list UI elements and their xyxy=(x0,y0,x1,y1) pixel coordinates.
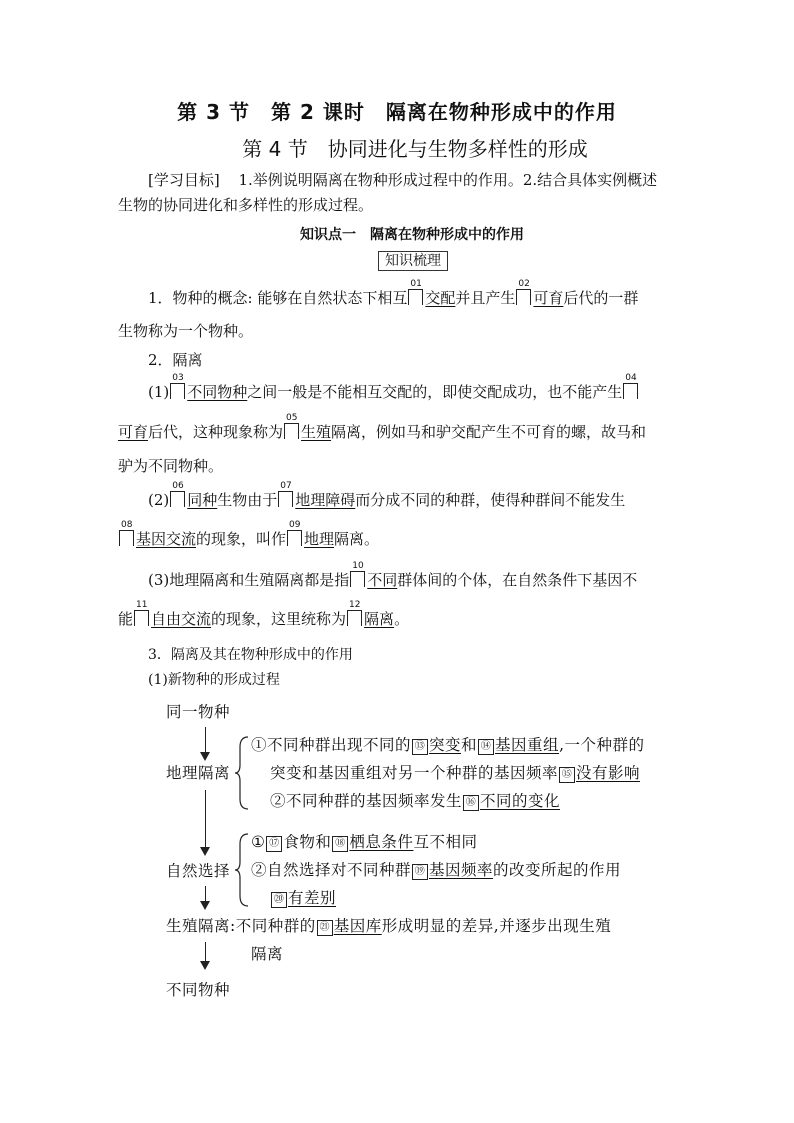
blank-marker: 11 xyxy=(134,610,149,626)
blank-marker: 10 xyxy=(350,571,365,587)
circle-number: ⑰ xyxy=(266,836,282,852)
flow-arrow-head xyxy=(200,847,210,856)
item-text: 生物由于 xyxy=(217,491,278,509)
blank-marker: 01 xyxy=(408,289,423,305)
item2-3-line2 xyxy=(118,600,410,629)
page-subtitle: 第 4 节 协同进化与生物多样性的形成 xyxy=(242,137,588,161)
flow-start: 同一物种 xyxy=(166,703,231,721)
circle-number: ⑭ xyxy=(478,739,494,755)
section-box-wrap xyxy=(0,250,794,270)
blank-marker: 05 xyxy=(284,423,299,439)
answer-01: 交配 xyxy=(425,289,456,307)
item2-3-line1 xyxy=(148,561,638,590)
blank-marker: 07 xyxy=(278,491,293,507)
answer-06: 同种 xyxy=(187,491,218,509)
answer-03: 不同物种 xyxy=(187,383,248,401)
answer-10: 不同 xyxy=(367,571,398,589)
item-text: (3)地理隔离和生殖隔离都是指 xyxy=(148,571,350,589)
item-text: 能 xyxy=(118,610,134,628)
objectives-line2: 生物的协同进化和多样性的形成过程。 xyxy=(118,196,374,214)
item-text: 而分成不同的种群，使得种群间不能发生 xyxy=(355,491,626,509)
item1-text: 并且产生 xyxy=(455,289,516,307)
objectives-label: [学习目标] xyxy=(148,171,220,189)
flow-s2-line1: ① ⑰ 食物和 ⑱ 栖息条件互不相同 xyxy=(251,833,478,851)
brace-icon xyxy=(234,832,250,908)
blank-marker: 12 xyxy=(347,610,362,626)
blank-marker: 02 xyxy=(516,289,531,305)
flow-stage3: 生殖隔离:不同种群的 ㉑ 基因库形成明显的差异,并逐步出现生殖 xyxy=(166,917,612,935)
item-text: 的现象，叫作 xyxy=(196,530,287,548)
item-text: 之间一般是不能相互交配的，即使交配成功，也不能产生 xyxy=(247,383,623,401)
circle-number: ⑳ xyxy=(271,892,287,908)
section-box: 知识梳理 xyxy=(378,251,448,271)
answer-11: 自由交流 xyxy=(151,610,212,628)
blank-marker: 04 xyxy=(623,383,638,399)
item1-line2: 生物称为一个物种。 xyxy=(118,322,254,340)
item2-1-line3: 驴为不同物种。 xyxy=(118,457,224,475)
flow-s1-line1: ①不同种群出现不同的 ⑬ 突变和 ⑭ 基因重组,一个种群的 xyxy=(251,736,645,754)
flow-arrow-head xyxy=(200,752,210,761)
page-title: 第 3 节 第 2 课时 隔离在物种形成中的作用 xyxy=(177,100,617,124)
flow-arrow-head xyxy=(200,961,210,970)
circle-number: ⑲ xyxy=(412,864,428,880)
item2-2-line2 xyxy=(118,520,380,549)
blank-marker: 06 xyxy=(170,491,185,507)
circle-number: ⑯ xyxy=(463,795,479,811)
flow-stage2: 自然选择 xyxy=(166,862,231,880)
answer-20: 有差别 xyxy=(288,889,337,907)
item1-text: 后代的一群 xyxy=(563,289,639,307)
answer-05: 生殖 xyxy=(301,423,332,441)
item-text: 。 xyxy=(394,610,410,628)
answer-16: 不同的变化 xyxy=(480,792,561,810)
item2-1-line1 xyxy=(148,373,640,402)
flow-stage3-label: 生殖隔离: xyxy=(166,917,236,935)
flow-s1-line2: 突变和基因重组对另一个种群的基因频率 ⑮ 没有影响 xyxy=(270,764,641,782)
item-text: 隔离，例如马和驴交配产生不可育的螺，故马和 xyxy=(331,423,647,441)
answer-07: 地理障碍 xyxy=(295,491,356,509)
answer-19: 基因频率 xyxy=(429,861,494,879)
answer-14: 基因重组 xyxy=(495,736,560,754)
answer-12: 隔离 xyxy=(364,610,395,628)
answer-18: 栖息条件 xyxy=(349,833,414,851)
item1-text: 1．物种的概念: 能够在自然状态下相互 xyxy=(148,289,408,307)
item-text: 后代，这种现象称为 xyxy=(148,423,284,441)
item3-heading: 3．隔离及其在物种形成中的作用 xyxy=(148,647,353,663)
circle-number: ㉑ xyxy=(317,920,333,936)
answer-21: 基因库 xyxy=(333,917,382,935)
blank-marker: 09 xyxy=(287,530,302,546)
flow-end: 不同物种 xyxy=(166,981,231,999)
item-text: 的现象，这里统称为 xyxy=(211,610,347,628)
answer-09: 地理 xyxy=(304,530,335,548)
answer-15: 没有影响 xyxy=(576,764,641,782)
flow-s2-line3 xyxy=(270,888,336,908)
objectives-line1 xyxy=(148,170,657,190)
circle-number: ⑮ xyxy=(559,767,575,783)
answer-08: 基因交流 xyxy=(136,530,197,548)
knowledge-point-heading: 知识点一 隔离在物种形成中的作用 xyxy=(300,227,524,243)
circle-number: ⑱ xyxy=(332,836,348,852)
item-text: 群体间的个体，在自然条件下基因不 xyxy=(397,571,638,589)
circle-number: ⑬ xyxy=(412,739,428,755)
flow-s1-line3: ②不同种群的基因频率发生 ⑯ 不同的变化 xyxy=(270,792,561,810)
blank-marker: 03 xyxy=(170,383,185,399)
item-text: (1) xyxy=(148,383,170,401)
blank-marker: 08 xyxy=(119,530,134,546)
item2-1-line2 xyxy=(118,413,647,442)
flow-stage1: 地理隔离 xyxy=(166,764,231,782)
flow-arrow-head xyxy=(200,901,210,910)
flow-s2-line2: ②自然选择对不同种群 ⑲ 基因频率的改变所起的作用 xyxy=(251,861,622,879)
flow-arrow-line xyxy=(205,790,206,852)
answer-13: 突变 xyxy=(429,736,462,754)
flow-s3-line2: 隔离 xyxy=(251,945,284,963)
item2-2-line1 xyxy=(148,481,626,510)
answer-04: 可育 xyxy=(118,423,149,441)
item-text: (2) xyxy=(148,491,170,509)
answer-02: 可育 xyxy=(533,289,564,307)
item3-1-heading: (1)新物种的形成过程 xyxy=(148,672,280,688)
item2-heading: 2．隔离 xyxy=(148,351,203,369)
item-text: 隔离。 xyxy=(334,530,380,548)
objectives-text1: 1.举例说明隔离在物种形成过程中的作用。2.结合具体实例概述 xyxy=(238,171,658,189)
brace-icon xyxy=(234,735,250,811)
item1-line1 xyxy=(148,279,639,308)
